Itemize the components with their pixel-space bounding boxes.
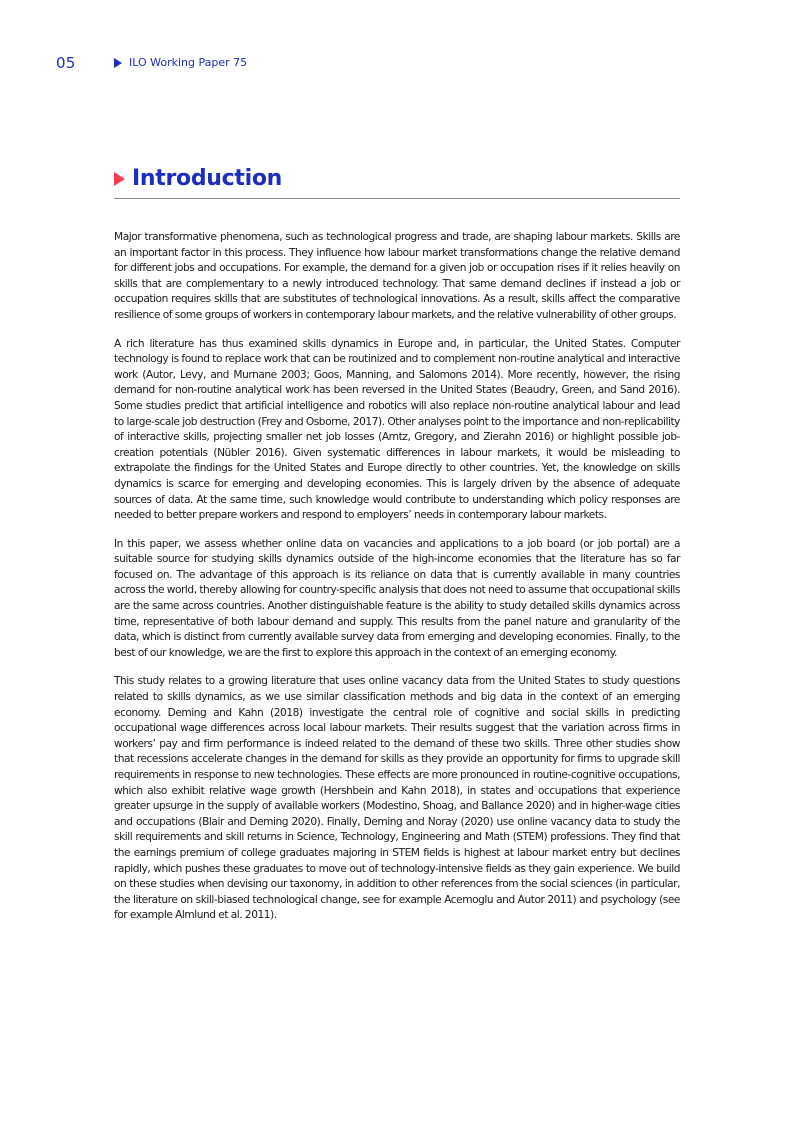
running-header-title: ILO Working Paper 75	[129, 56, 248, 69]
paragraph: In this paper, we assess whether online data on vacancies and applications to a job board (or job portal) are a suitable source for studying skills dynamics outside of the high-income economies that the literature has so far focused on. The advantage of this approach is its reliance on data that is currently available in many countries across the world, thereby allowing for country-specific analysis that does not need to assume that occupational skills are the same across countries. Another distinguishable feature is the ability to study detailed skills dynamics across time, representative of both labour demand and supply. This results from the panel nature and granularity of the data, which is distinct from currently available survey data from emerging and developing economies. Finally, to the best of our knowledge, we are the first to explore this approach in the context of an emerging economy.	[114, 537, 680, 659]
running-header	[114, 56, 247, 69]
paragraph: This study relates to a growing literature that uses online vacancy data from the United States to study questions related to skills dynamics, as we use similar classification methods and big data in the context of an emerging economy. Deming and Kahn (2018) investigate the central role of cognitive and social skills in predicting occupational wage differences across local labour markets. Their results suggest that the variation across firms in workers’ pay and firm performance is indeed related to the demand of these two skills. Three other studies show that recessions accelerate changes in the demand for skills as they provide an opportunity for firms to upgrade skill requirements in response to new technologies. These effects are more pronounced in routine-cognitive occupations, which also exhibit relative wage growth (Hershbein and Kahn 2018), in states and occupations that experience greater upsurge in the supply of available workers (Modestino, Shoag, and Ballance 2020) and in higher-wage cities and occupations (Blair and Deming 2020). Finally, Deming and Noray (2020) use online vacancy data to study the skill requirements and skill returns in Science, Technology, Engineering and Math (STEM) professions. They find that the earnings premium of college graduates majoring in STEM fields is highest at labour market entry but declines rapidly, which pushes these graduates to move out of technology-intensive fields as they gain experience. We build on these studies when devising our taxonomy, in addition to other references from the social sciences (in particular, the literature on skill-biased technological change, see for example Acemoglu and Autor 2011) and psychology (see for example Almlund et al. 2011).	[114, 675, 680, 922]
paragraph: Major transformative phenomena, such as technological progress and trade, are shaping labour markets. Skills are an important factor in this process. They influence how labour market transformations change the relative demand for different jobs and occupations. For example, the demand for a given job or occupation rises if it relies heavily on skills that are complementary to a newly introduced technology. That same demand declines if instead a job or occupation requires skills that are substitutes of technological innovations. As a result, skills affect the comparative resilience of some groups of workers in contemporary labour markets, and the relative vulnerability of other groups.	[114, 231, 680, 321]
play-arrow-icon	[114, 172, 125, 186]
page-number: 05	[56, 54, 76, 72]
body-text	[114, 230, 680, 937]
play-arrow-icon	[114, 58, 122, 68]
paragraph: A rich literature has thus examined skills dynamics in Europe and, in particular, the United States. Computer technology is found to replace work that can be routinized and to complement non-routine analytical and interactive work (Autor, Levy, and Murnane 2003; Goos, Manning, and Salomons 2014). More recently, however, the rising demand for non-routine analytical work has been reversed in the United States (Beaudry, Green, and Sand 2016). Some studies predict that artificial intelligence and robotics will also replace non-routine analytical labour and lead to large-scale job destruction (Frey and Osborne, 2017). Other analyses point to the importance and non-replicability of interactive skills, projecting smaller net job losses (Arntz, Gregory, and Zierahn 2016) or highlight possible job-creation potentials (Nübler 2016). Given systematic differences in labour markets, it would be misleading to extrapolate the findings for the United States and Europe directly to other countries. Yet, the knowledge on skills dynamics is scarce for emerging and developing economies. This is largely driven by the absence of adequate sources of data. At the same time, such knowledge would contribute to understanding which policy responses are needed to better prepare workers and respond to employers’ needs in contemporary labour markets.	[114, 337, 680, 522]
section-heading	[114, 166, 680, 199]
section-title: Introduction	[132, 166, 283, 191]
